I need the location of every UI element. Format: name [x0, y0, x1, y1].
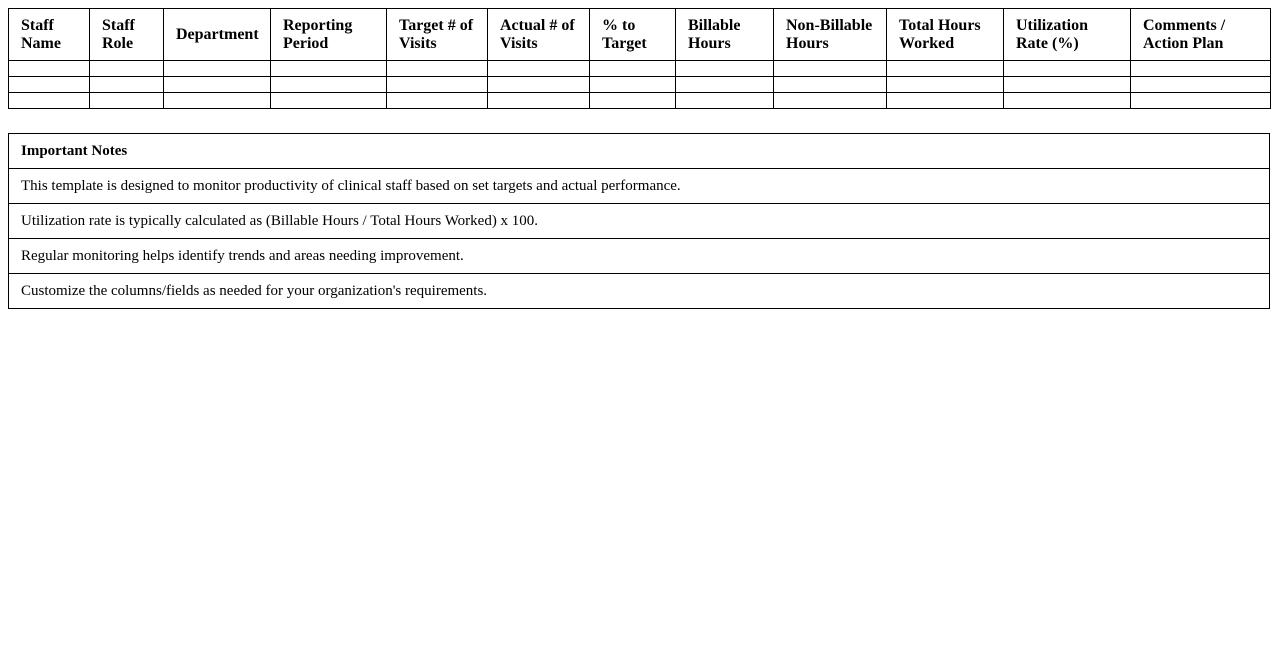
table-cell[interactable]	[774, 61, 887, 77]
table-cell[interactable]	[1004, 93, 1131, 109]
table-cell[interactable]	[590, 61, 676, 77]
productivity-tracker-table	[8, 8, 1271, 109]
column-header-comments-action-plan: Comments / Action Plan	[1131, 9, 1271, 61]
table-row	[9, 93, 1271, 109]
note-row	[9, 274, 1270, 309]
table-row	[9, 61, 1271, 77]
table-cell[interactable]	[1131, 93, 1271, 109]
table-cell[interactable]	[164, 93, 271, 109]
table-cell[interactable]	[271, 61, 387, 77]
table-cell[interactable]	[9, 77, 90, 93]
column-header-staff-name: Staff Name	[9, 9, 90, 61]
column-header-actual-visits: Actual # of Visits	[488, 9, 590, 61]
table-cell[interactable]	[1131, 61, 1271, 77]
note-item: This template is designed to monitor productivity of clinical staff based on set targets and actual performance.	[9, 169, 1270, 204]
table-cell[interactable]	[774, 77, 887, 93]
column-header-billable-hours: Billable Hours	[676, 9, 774, 61]
table-cell[interactable]	[90, 77, 164, 93]
table-cell[interactable]	[90, 93, 164, 109]
table-cell[interactable]	[488, 93, 590, 109]
table-cell[interactable]	[676, 61, 774, 77]
table-cell[interactable]	[676, 77, 774, 93]
table-cell[interactable]	[1131, 77, 1271, 93]
table-cell[interactable]	[9, 61, 90, 77]
table-cell[interactable]	[774, 93, 887, 109]
table-cell[interactable]	[387, 61, 488, 77]
notes-heading-row	[9, 134, 1270, 169]
note-row	[9, 169, 1270, 204]
note-row	[9, 204, 1270, 239]
table-cell[interactable]	[271, 93, 387, 109]
column-header-staff-role: Staff Role	[90, 9, 164, 61]
table-cell[interactable]	[90, 61, 164, 77]
table-cell[interactable]	[271, 77, 387, 93]
important-notes-table	[8, 133, 1270, 309]
column-header-percent-to-target: % to Target	[590, 9, 676, 61]
table-row	[9, 77, 1271, 93]
table-cell[interactable]	[164, 77, 271, 93]
table-cell[interactable]	[9, 93, 90, 109]
table-cell[interactable]	[1004, 61, 1131, 77]
note-row	[9, 239, 1270, 274]
column-header-department: Department	[164, 9, 271, 61]
table-cell[interactable]	[590, 93, 676, 109]
table-cell[interactable]	[387, 77, 488, 93]
note-item: Customize the columns/fields as needed for your organization's requirements.	[9, 274, 1270, 309]
table-cell[interactable]	[488, 61, 590, 77]
column-header-non-billable-hours: Non-Billable Hours	[774, 9, 887, 61]
column-header-utilization-rate: Utilization Rate (%)	[1004, 9, 1131, 61]
note-item: Utilization rate is typically calculated as (Billable Hours / Total Hours Worked) x 100.	[9, 204, 1270, 239]
table-cell[interactable]	[676, 93, 774, 109]
table-cell[interactable]	[164, 61, 271, 77]
column-header-total-hours-worked: Total Hours Worked	[887, 9, 1004, 61]
table-cell[interactable]	[488, 77, 590, 93]
document-page	[0, 0, 1278, 309]
table-cell[interactable]	[387, 93, 488, 109]
note-item: Regular monitoring helps identify trends and areas needing improvement.	[9, 239, 1270, 274]
table-cell[interactable]	[590, 77, 676, 93]
table-cell[interactable]	[887, 77, 1004, 93]
column-header-reporting-period: Reporting Period	[271, 9, 387, 61]
table-cell[interactable]	[1004, 77, 1131, 93]
column-header-target-visits: Target # of Visits	[387, 9, 488, 61]
section-spacer	[8, 109, 1270, 133]
table-cell[interactable]	[887, 93, 1004, 109]
notes-heading: Important Notes	[9, 134, 1270, 169]
table-cell[interactable]	[887, 61, 1004, 77]
table-header-row	[9, 9, 1271, 61]
